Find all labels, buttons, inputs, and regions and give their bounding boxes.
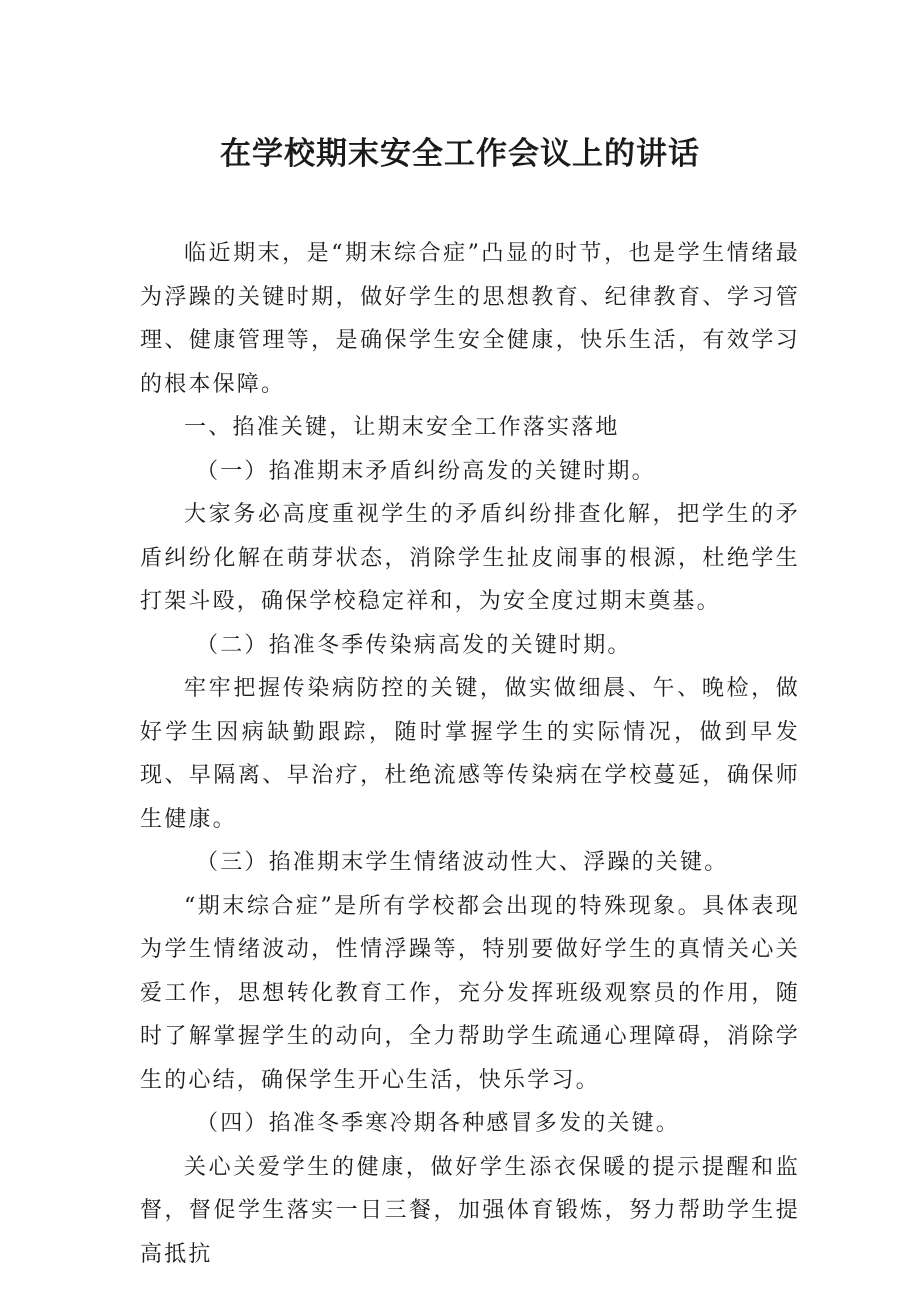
body-paragraph-4: 关心关爱学生的健康，做好学生添衣保暖的提示提醒和监督，督促学生落实一日三餐，加强体育锻炼，努力帮助学生提高抵抗 [140,1154,800,1267]
subsection-heading-4: （四）掐准冬季寒冷期各种感冒多发的关键。 [196,1111,681,1136]
document-title: 在学校期末安全工作会议上的讲话 [220,136,700,172]
body-paragraph-3: “期末综合症”是所有学校都会出现的特殊现象。具体表现为学生情绪波动，性情浮躁等，特别要做好学生的真情关心关爱工作，思想转化教育工作，充分发挥班级观察员的作用，随时了解掌握学生的动向，全力帮助学生疏通心理障碍，消除学生的心结，确保学生开心生活，快乐学习。 [140,893,800,1093]
body-paragraph-1: 大家务必高度重视学生的矛盾纠纷排查化解，把学生的矛盾纠纷化解在萌芽状态，消除学生扯皮闹事的根源，杜绝学生打架斗殴，确保学校稳定祥和，为安全度过期末奠基。 [140,502,800,614]
document-body [140,232,800,1276]
subsection-heading-1: （一）掐准期末矛盾纠纷高发的关键时期。 [196,458,656,484]
subsection-heading-2: （二）掐准冬季传染病高发的关键时期。 [196,632,632,658]
body-paragraph-2: 牢牢把握传染病防控的关键，做实做细晨、午、晚检，做好学生因病缺勤跟踪，随时掌握学生的实际情况，做到早发现、早隔离、早治疗，杜绝流感等传染病在学校蔓延，确保师生健康。 [140,676,800,832]
section-heading-1: 一、掐准关键，让期末安全工作落实落地 [184,415,620,440]
subsection-heading-3: （三）掐准期末学生情绪波动性大、浮躁的关键。 [196,850,729,875]
intro-paragraph: 临近期末，是“期末综合症”凸显的时节，也是学生情绪最为浮躁的关键时期，做好学生的思想教育、纪律教育、学习管理、健康管理等，是确保学生安全健康，快乐生活，有效学习的根本保障。 [140,241,800,397]
